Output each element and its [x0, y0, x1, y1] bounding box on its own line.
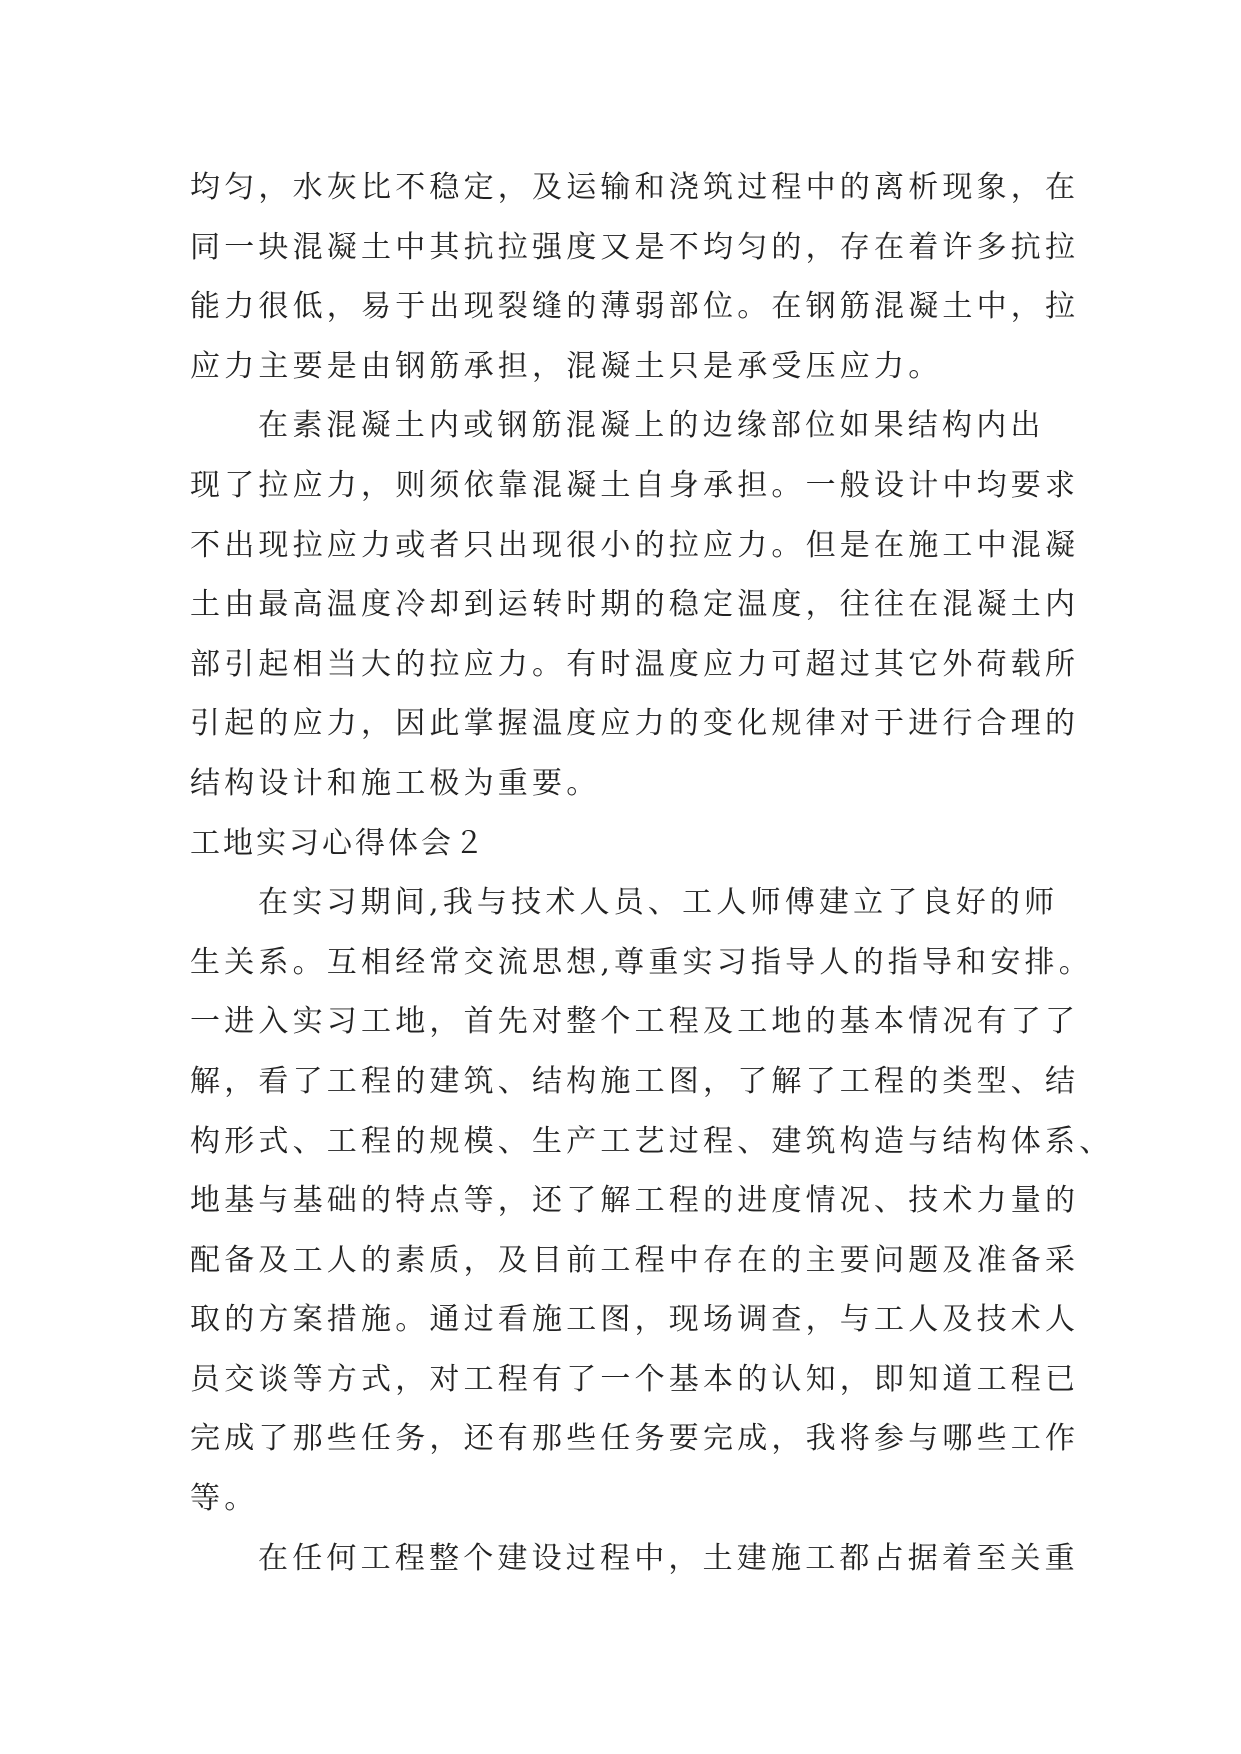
paragraph-line: 同一块混凝土中其抗拉强度又是不均匀的，存在着许多抗拉: [190, 229, 1080, 265]
paragraph-line: 一进入实习工地，首先对整个工程及工地的基本情况有了了: [190, 1004, 1080, 1040]
paragraph-line: 不出现拉应力或者只出现很小的拉应力。但是在施工中混凝: [190, 527, 1080, 563]
paragraph-line: 构形式、工程的规模、生产工艺过程、建筑构造与结构体系、: [190, 1123, 1114, 1159]
paragraph-line: 能力很低，易于出现裂缝的薄弱部位。在钢筋混凝土中，拉: [190, 289, 1080, 325]
paragraph-line: 部引起相当大的拉应力。有时温度应力可超过其它外荷载所: [190, 646, 1080, 682]
paragraph-line: 引起的应力，因此掌握温度应力的变化规律对于进行合理的: [190, 706, 1080, 742]
paragraph-line: 配备及工人的素质，及目前工程中存在的主要问题及准备采: [190, 1242, 1080, 1278]
paragraph-line: 均匀，水灰比不稳定，及运输和浇筑过程中的离析现象，在: [190, 170, 1080, 205]
paragraph-line: 现了拉应力，则须依靠混凝土自身承担。一般设计中均要求: [190, 467, 1080, 503]
paragraph-line: 在素混凝土内或钢筋混凝上的边缘部位如果结构内出: [258, 408, 1045, 444]
document-body: [190, 158, 1114, 1588]
paragraph-line: 应力主要是由钢筋承担，混凝土只是承受压应力。: [190, 348, 943, 384]
paragraph-line: 在任何工程整个建设过程中，土建施工都占据着至关重: [258, 1540, 1079, 1576]
paragraph-line: 结构设计和施工极为重要。: [190, 765, 601, 801]
paragraph-line: 在实习期间,我与技术人员、工人师傅建立了良好的师: [258, 885, 1059, 921]
paragraph-line: 员交谈等方式，对工程有了一个基本的认知，即知道工程已: [190, 1361, 1080, 1397]
paragraph: [190, 1529, 1079, 1589]
paragraph-line: 地基与基础的特点等，还了解工程的进度情况、技术力量的: [190, 1183, 1080, 1219]
paragraph: [190, 158, 1080, 396]
paragraph-line: 等。: [190, 1481, 259, 1517]
paragraph-line: 解，看了工程的建筑、结构施工图，了解了工程的类型、结: [190, 1063, 1080, 1099]
paragraph-line: 完成了那些任务，还有那些任务要完成，我将参与哪些工作: [190, 1421, 1080, 1457]
section-heading: 工地实习心得体会２: [190, 825, 487, 861]
paragraph-line: 取的方案措施。通过看施工图，现场调查，与工人及技术人: [190, 1302, 1080, 1338]
paragraph-line: 生关系。互相经常交流思想,尊重实习指导人的指导和安排。: [190, 944, 1093, 980]
paragraph: [190, 396, 1080, 813]
paragraph: [190, 873, 1114, 1529]
paragraph-line: 土由最高温度冷却到运转时期的稳定温度，往往在混凝土内: [190, 587, 1080, 623]
